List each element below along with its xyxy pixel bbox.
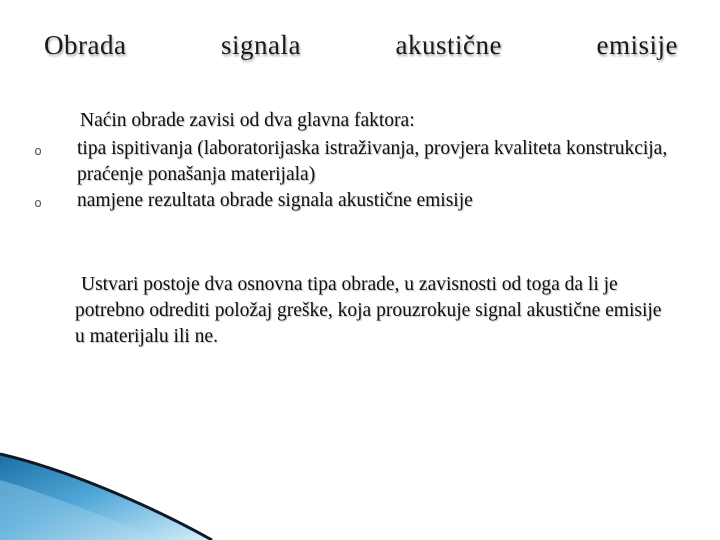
title-word-1: Obrada [44, 30, 127, 60]
bullet-text: tipa ispitivanja (laboratorijaska istraživanja, provjera kvaliteta konstrukcija, praćenje ponašanja materijala) [77, 138, 668, 185]
bullet-circle-icon: o [34, 196, 42, 210]
slide-title [44, 30, 678, 74]
title-word-2: signala [221, 30, 301, 60]
explanation-paragraph: Ustvari postoje dva osnovna tipa obrade, u zavisnosti od toga da li je potrebno odrediti položaj greške, koja prouzrokuje signal akustične emisije u materijalu ili ne. [75, 274, 662, 347]
title-word-3: akustične [395, 30, 502, 60]
intro-text: Naćin obrade zavisi od dva glavna faktora: [80, 110, 415, 131]
decorative-wave-graphic [0, 440, 240, 540]
bullet-item-result-purpose [30, 188, 700, 214]
title-word-4: emisije [596, 30, 678, 60]
bullet-text: namjene rezultata obrade signala akustične emisije [77, 190, 473, 211]
bullet-circle-icon: o [34, 144, 42, 158]
bullet-list [30, 136, 700, 214]
bullet-item-test-type [30, 136, 700, 188]
